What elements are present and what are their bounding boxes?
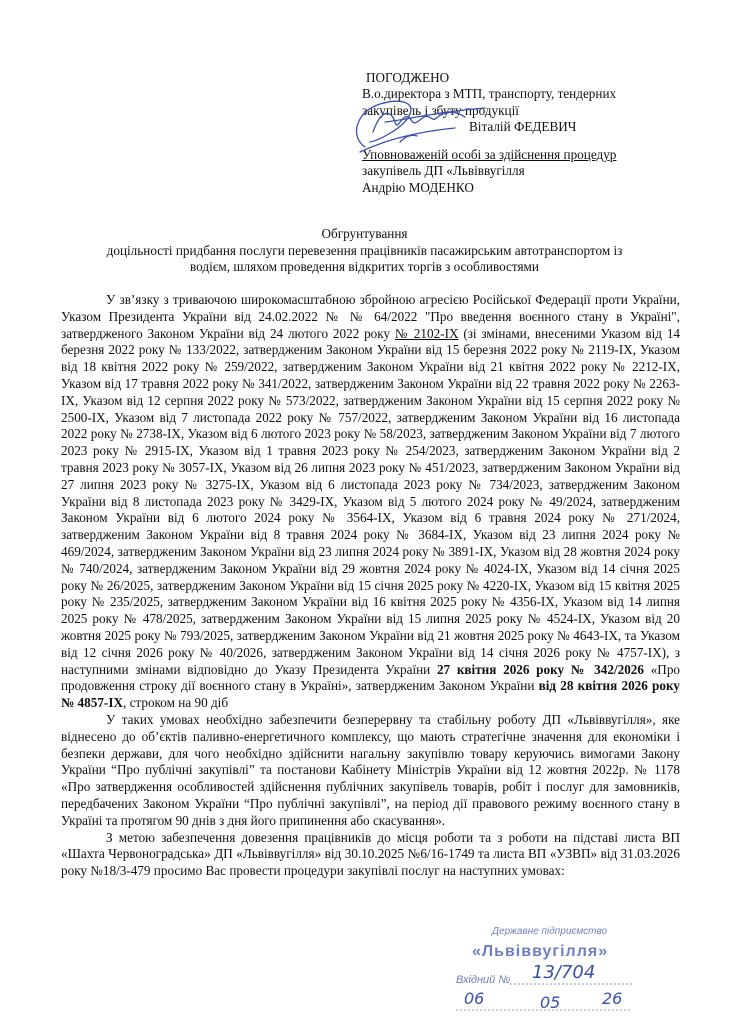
approval-line1: В.о.директора з МТП, транспорту, тендерних <box>362 86 617 102</box>
stamp-line2: «Львіввугілля» <box>472 943 609 960</box>
stamp-year: 26 <box>602 989 623 1008</box>
paragraph-3: З метою забезпечення довезення працівників до місця роботи та з роботи на підставі листа ВП «Шахта Червоноградська» ДП «Львіввугілля» від 30.10.2025 №6/16-1749 та листа ВП «УЗВП» від 31.03.2026 року №18/3-479 просимо Вас провести процедури закупівлі послуг на наступних умовах: <box>61 829 680 879</box>
law-reference: № 2102-IX <box>394 325 459 341</box>
stamp-line1: Державне підприємство <box>492 926 608 937</box>
stamp-day: 06 <box>464 989 485 1008</box>
approval-line2: закупівель і збуту продукції <box>362 102 519 118</box>
paragraph-1 <box>61 292 680 712</box>
law-reference-bold: від 28 квітня 2026 року № 4857-IX <box>61 678 680 711</box>
approval-line4: Уповноваженій особі за здійснення процедур <box>362 147 617 163</box>
stamp-month: 05 <box>540 993 561 1012</box>
stamp-line3: Вхідний № <box>456 974 511 986</box>
p1-text-a: У зв’язку з триваючою широкомасштабною збройною агресією Російської Федерації проти України, Указом Президента України від 24.02.2022 № № 64/2022 "Про введення воєнного стану в Україні", затвердженого Законом України від 24 лютого 2022 року <box>61 292 680 341</box>
p1-text-b: (зі змінами, внесеними Указом від 14 березня 2022 року № 133/2022, затвердженим Законом України від 15 березня 2022 року № 2119-IX, Указом від 18 квітня 2022 року № 259/2022, затвердженим Законом України від 21 квітня 2022 року № 2212-IX, Указом від 17 травня 2022 року № 341/2022, затвердженим Законом України від 22 травня 2022 року № 2263-IX, Указом від 12 серпня 2022 року № 573/2022, затвердженим Законом України від 15 серпня 2022 року № 2500-IX, Указом від 7 листопада 2022 року № 757/2022, затвердженим Законом України від 16 листопада 2022 року № 2738-IX, Указом від 6 лютого 2023 року № 58/2023, затвердженим Законом України від 7 лютого 2023 року № 2915-IX, Указом від 1 травня 2023 року № 254/2023, затвердженим Законом України від 2 травня 2023 року № 3057-IX, Указом від 26 липня 2023 року № 451/2023, затвердженим Законом України від 27 липня 2023 року № 3275-IX, Указом від 6 листопада 2023 року № 734/2023, затвердженим Законом України від 8 листопада 2023 року № 3429-IX, Указом від 5 лютого 2024 року № 49/2024, затвердженим Законом України від 6 лютого 2024 року № 3564-IX, Указом від 6 травня 2024 року № 271/2024, затвердженим Законом України від 8 травня 2024 року № 3684-IX, Указом від 23 липня 2024 року № 469/2024, затвердженим Законом України від 23 липня 2024 року № 3891-IX, Указом від 28 жовтня 2024 року № 740/2024, затвердженим Законом України від 29 жовтня 2024 року № 4024-IX, Указом від 14 січня 2025 року № 26/2025, затвердженим Законом України від 15 січня 2025 року № 4220-IX, Указом від 15 квітня 2025 року № 235/2025, затвердженим Законом України від 16 квітня 2025 року № 4356-IX, Указом від 14 липня 2025 року № 478/2025, затвердженим Законом України від 15 липня 2025 року № 4524-IX, Указом від 20 жовтня 2025 року № 793/2025, затвердженим Законом України від 21 жовтня 2025 року № 4643-IX, та Указом від 12 січня 2026 року № 40/2026, затвердженим Законом України від 14 січня 2026 року № 4757-IX), з наступними змінами відповідно до Указу Президента України <box>61 325 681 677</box>
decree-reference: 27 квітня 2026 року № 342/2026 <box>436 661 644 677</box>
stamp-number: 13/704 <box>532 962 596 983</box>
p1-text-c: «Про продовження строку дії воєнного стану в Україні», затвердженим Законом України <box>61 661 681 694</box>
approval-heading: ПОГОДЖЕНО <box>366 70 450 85</box>
approval-line5: закупівель ДП «Львіввугілля <box>362 163 525 179</box>
document-subtitle-line1: доцільності придбання послуги перевезення працівників пасажирським автотранспортом із <box>106 243 623 258</box>
paragraph-2: У таких умовах необхідно забезпечити безперервну та стабільну роботу ДП «Львіввугілля», яке віднесено до об’єктів паливно-енергетичного комплексу, що мають стратегічне значення для економіки і безпеки держави, для чого необхідно здійснити нагальну закупівлю товару керуючись вимогами Закону України “Про публічні закупівлі” та постанови Кабінету Міністрів України від 12 жовтня 2022р. № 1178 «Про затвердження особливостей здійснення публічних закупівель товарів, робіт і послуг для замовників, передбачених Законом України “Про публічні закупівлі”, на період дії правового режиму воєнного стану в Україні та протягом 90 днів з дня його припинення або скасування». <box>61 711 680 828</box>
p1-text-d: , строком на 90 діб <box>122 695 229 711</box>
document-subtitle-line2: водієм, шляхом проведення відкритих торгів з особливостями <box>190 259 539 274</box>
approval-line6: Андрію МОДЕНКО <box>362 179 474 195</box>
approver-name: Віталій ФЕДЕВИЧ <box>469 118 577 134</box>
signature-image <box>345 92 495 162</box>
registration-stamp <box>452 920 640 1024</box>
document-title: Обгрунтування <box>321 226 408 241</box>
document-body <box>61 292 680 880</box>
